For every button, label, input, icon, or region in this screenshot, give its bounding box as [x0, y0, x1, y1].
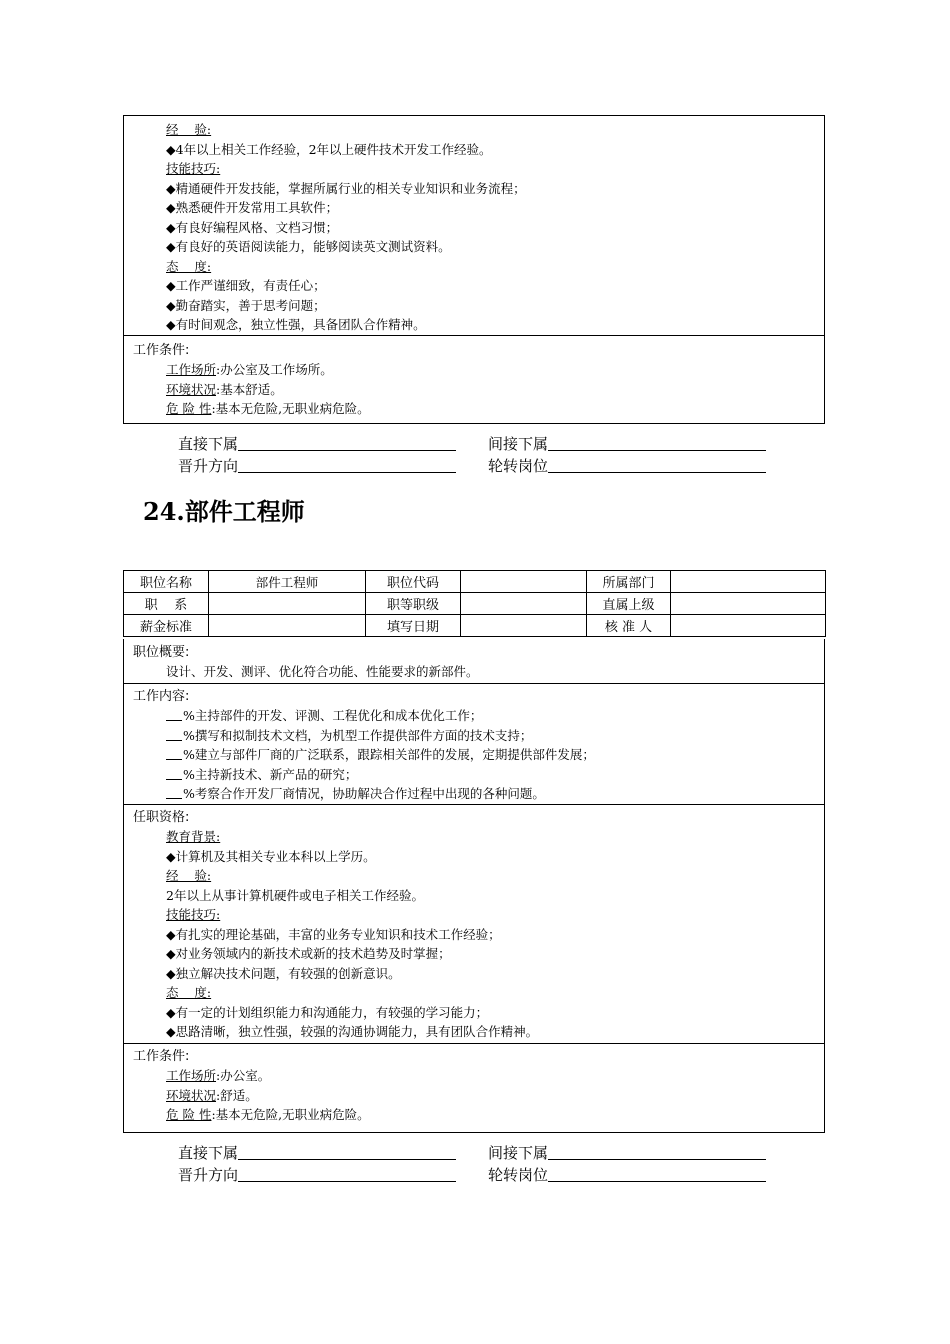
work-content-section — [124, 683, 824, 804]
experience-item: 2年以上从事计算机硬件或电子相关工作经验。 — [166, 887, 424, 903]
qualification-section-1 — [124, 116, 824, 335]
table-row — [124, 615, 826, 637]
rotation-post-2: 轮转岗位 — [488, 1164, 766, 1186]
table-cell — [671, 615, 826, 637]
table-cell — [671, 571, 826, 593]
work-conditions-section-1 — [124, 335, 824, 419]
work-conditions-header: 工作条件: — [133, 1049, 190, 1064]
condition-hazard: 危 险 性:基本无危险,无职业病危险。 — [166, 1107, 370, 1122]
rotation-post-1: 轮转岗位 — [488, 455, 766, 477]
work-conditions-header: 工作条件: — [133, 343, 190, 358]
table-cell — [209, 615, 366, 637]
job-description-box — [123, 639, 825, 1133]
attitude-label: 态 度: — [166, 985, 212, 1000]
summary-section — [124, 639, 824, 683]
position-info-table — [123, 570, 826, 637]
work-content-item: %主持部件的开发、评测、工程优化和成本优化工作； — [124, 706, 824, 726]
table-cell — [461, 615, 587, 637]
work-content-header: 工作内容: — [133, 689, 190, 704]
qualification-header: 任职资格: — [133, 810, 190, 825]
experience-label: 经 验: — [166, 122, 212, 137]
work-content-item: %主持新技术、新产品的研究； — [124, 765, 824, 785]
skills-item: ◆对业务领域内的新技术或新的技术趋势及时掌握； — [166, 946, 451, 961]
work-content-item: %建立与部件厂商的广泛联系，跟踪相关部件的发展，定期提供部件发展； — [124, 745, 824, 765]
attitude-label: 态 度: — [166, 258, 212, 274]
condition-location: 工作场所:办公室。 — [166, 1068, 271, 1083]
education-item: ◆计算机及其相关专业本科以上学历。 — [166, 848, 376, 864]
skills-item: ◆有扎实的理论基础，丰富的业务专业知识和技术工作经验； — [166, 926, 501, 942]
qualification-box-1 — [123, 115, 825, 424]
table-cell — [671, 593, 826, 615]
table-cell: 部件工程师 — [209, 571, 366, 593]
experience-item: ◆4年以上相关工作经验，2年以上硬件技术开发工作经验。 — [166, 141, 492, 157]
condition-environment: 环境状况:基本舒适。 — [166, 381, 283, 397]
education-label: 教育背景: — [166, 829, 221, 844]
condition-location: 工作场所:办公室及工作场所。 — [166, 362, 333, 377]
condition-environment: 环境状况:舒适。 — [166, 1087, 258, 1103]
condition-hazard: 危 险 性:基本无危险,无职业病危险。 — [166, 401, 370, 416]
work-content-item: %撰写和拟制技术文档，为机型工作提供部件方面的技术支持； — [124, 726, 824, 746]
promotion-path-2: 晋升方向 — [178, 1164, 456, 1186]
table-cell — [461, 571, 587, 593]
table-cell: 职位名称 — [124, 571, 209, 593]
table-cell: 填写日期 — [366, 615, 461, 637]
attitude-item: ◆有一定的计划组织能力和沟通能力，有较强的学习能力； — [166, 1004, 489, 1020]
indirect-subordinate-2: 间接下属 — [488, 1142, 766, 1164]
table-cell: 职位代码 — [366, 571, 461, 593]
attitude-item: ◆思路清晰，独立性强，较强的沟通协调能力，具有团队合作精神。 — [166, 1024, 539, 1039]
section-title: 24.部件工程师 — [143, 497, 305, 526]
table-cell: 职 系 — [124, 593, 209, 615]
skills-item: ◆熟悉硬件开发常用工具软件； — [166, 200, 339, 215]
skills-item: ◆精通硬件开发技能，掌握所属行业的相关专业知识和业务流程； — [166, 180, 526, 196]
skills-label: 技能技巧: — [166, 907, 221, 922]
qualification-section-2 — [124, 804, 824, 1043]
work-conditions-section-2 — [124, 1043, 824, 1125]
table-row — [124, 593, 826, 615]
direct-subordinate-2: 直接下属 — [178, 1142, 456, 1164]
summary-text: 设计、开发、测评、优化符合功能、性能要求的新部件。 — [166, 664, 479, 679]
table-cell: 所属部门 — [587, 571, 671, 593]
table-row — [124, 571, 826, 593]
table-cell — [461, 593, 587, 615]
skills-item: ◆有良好的英语阅读能力，能够阅读英文测试资料。 — [166, 239, 451, 254]
attitude-item: ◆工作严谨细致，有责任心； — [166, 278, 326, 293]
summary-header: 职位概要: — [133, 645, 190, 660]
skills-item: ◆独立解决技术问题，有较强的创新意识。 — [166, 965, 401, 981]
table-cell: 薪金标准 — [124, 615, 209, 637]
direct-subordinate-1: 直接下属 — [178, 433, 456, 455]
attitude-item: ◆有时间观念，独立性强，具备团队合作精神。 — [166, 317, 426, 332]
promotion-path-1: 晋升方向 — [178, 455, 456, 477]
attitude-item: ◆勤奋踏实，善于思考问题； — [166, 297, 326, 313]
table-cell: 职等职级 — [366, 593, 461, 615]
skills-label: 技能技巧: — [166, 161, 221, 176]
table-cell: 核 准 人 — [587, 615, 671, 637]
experience-label: 经 验: — [166, 868, 212, 883]
table-cell: 直属上级 — [587, 593, 671, 615]
work-content-item: %考察合作开发厂商情况，协助解决合作过程中出现的各种问题。 — [124, 784, 824, 804]
skills-item: ◆有良好编程风格、文档习惯； — [166, 219, 339, 235]
indirect-subordinate-1: 间接下属 — [488, 433, 766, 455]
table-cell — [209, 593, 366, 615]
